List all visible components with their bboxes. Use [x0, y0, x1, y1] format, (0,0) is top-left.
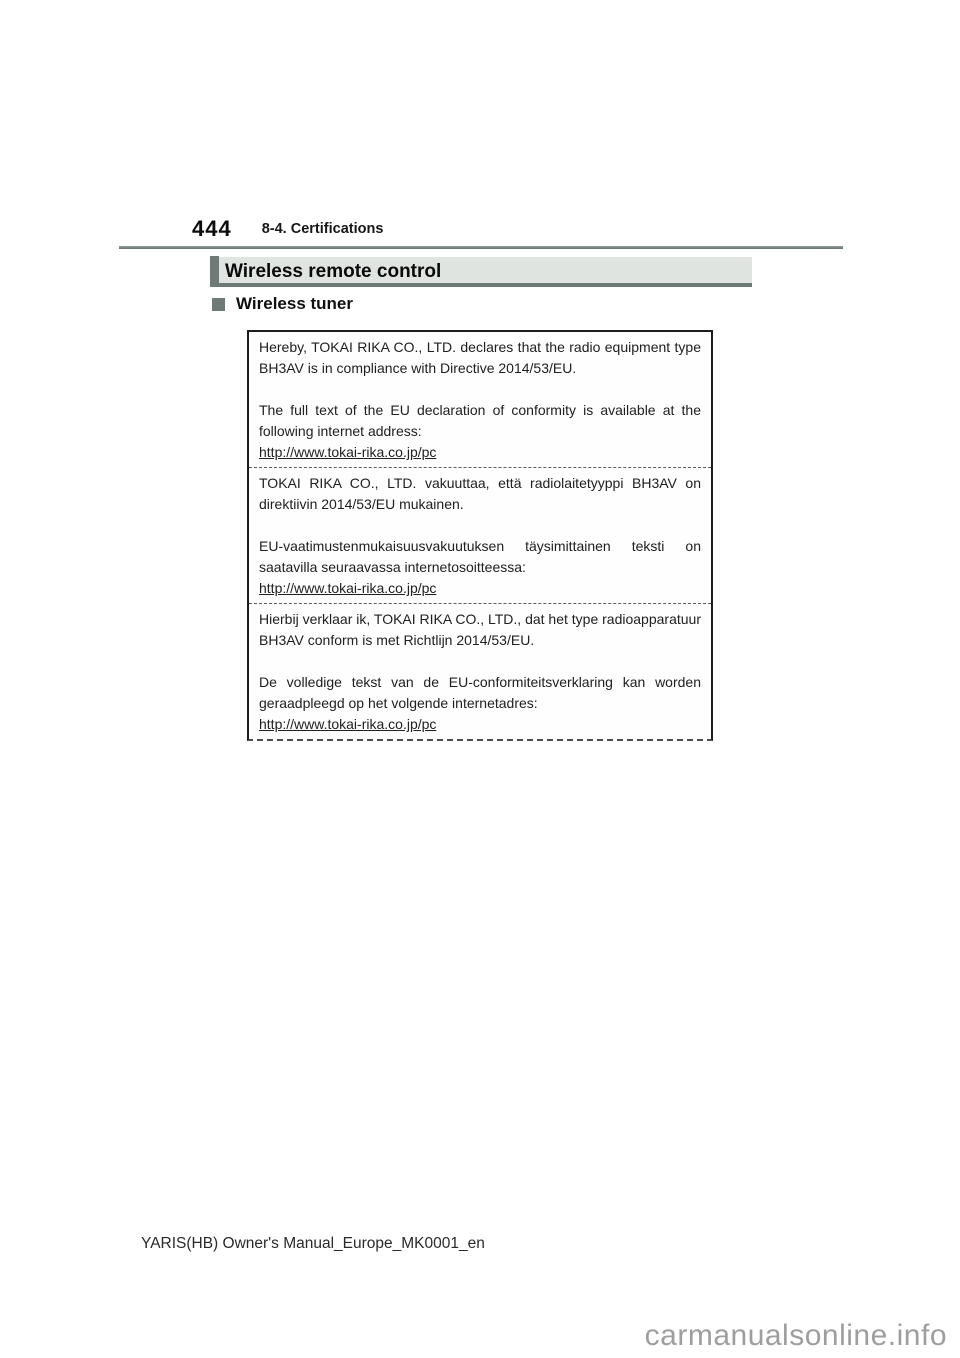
section-banner: [210, 257, 752, 287]
declaration-url-link[interactable]: http://www.tokai-rika.co.jp/pc: [259, 444, 437, 460]
square-bullet-icon: [212, 298, 225, 311]
watermark-text: carmanualsonline.info: [644, 1319, 947, 1352]
declaration-url-link[interactable]: http://www.tokai-rika.co.jp/pc: [259, 580, 437, 596]
page-header: [192, 216, 383, 242]
declaration-paragraph: Hierbij verklaar ik, TOKAI RIKA CO., LTD., dat het type radioapparatuur BH3AV conform is met Richtlijn 2014/53/EU.: [259, 611, 701, 648]
chapter-section-title: 8-4. Certifications: [261, 221, 384, 237]
full-text-note-paragraph: The full text of the EU declaration of conformity is available at the following internet address:: [259, 402, 701, 439]
banner-accent-bar: [210, 256, 219, 287]
header-rule: [119, 246, 843, 249]
certification-box: [247, 330, 713, 741]
certification-section-finnish: [249, 467, 711, 603]
declaration-paragraph: Hereby, TOKAI RIKA CO., LTD. declares that the radio equipment type BH3AV is in compliance with Directive 2014/53/EU.: [259, 339, 701, 376]
section-banner-title: Wireless remote control: [225, 261, 442, 282]
full-text-note-paragraph: EU-vaatimustenmukaisuusvakuutuksen täysimittainen teksti on saatavilla seuraavassa internetosoitteessa:: [259, 538, 701, 575]
full-text-note-paragraph: De volledige tekst van de EU-conformiteitsverklaring kan worden geraadpleegd op het volgende internetadres:: [259, 674, 701, 711]
subsection-title: Wireless tuner: [236, 294, 353, 313]
page-number: 444: [192, 216, 232, 241]
certification-section-english: [249, 332, 711, 467]
declaration-url-link[interactable]: http://www.tokai-rika.co.jp/pc: [259, 716, 437, 732]
subsection-heading: [212, 294, 353, 314]
declaration-paragraph: TOKAI RIKA CO., LTD. vakuuttaa, että radiolaitetyyppi BH3AV on direktiivin 2014/53/EU mukainen.: [259, 475, 701, 512]
document-footer-text: YARIS(HB) Owner's Manual_Europe_MK0001_en: [141, 1235, 485, 1252]
certification-section-dutch: [249, 603, 711, 739]
